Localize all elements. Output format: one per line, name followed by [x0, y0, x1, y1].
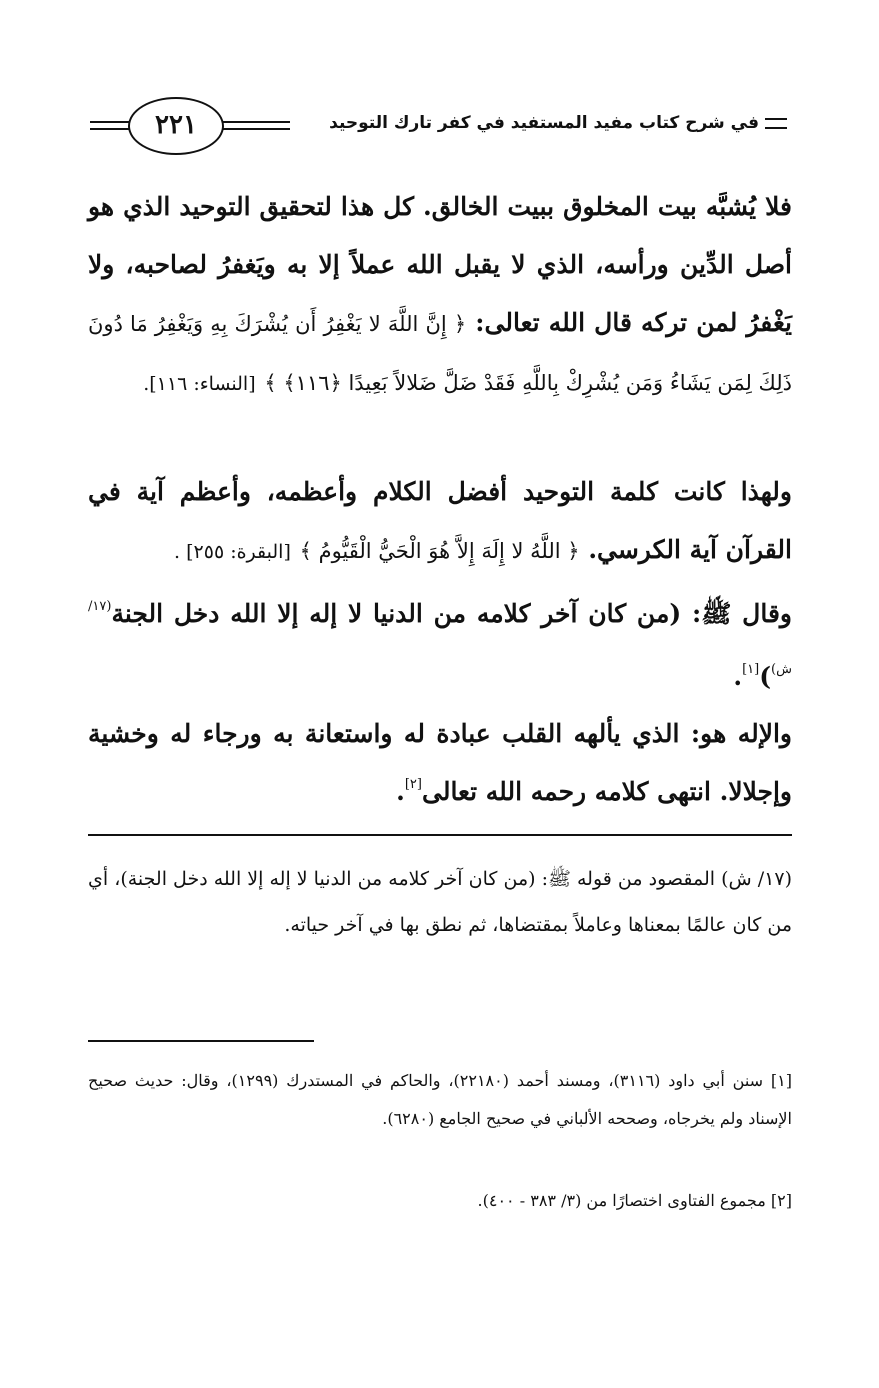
paragraph-2-text: ولهذا كانت كلمة التوحيد أفضل الكلام وأعظمه، وأعظم آية في القرآن آية الكرسي.: [88, 477, 792, 564]
running-header: [329, 112, 787, 134]
paragraph-3-close: ): [759, 662, 772, 691]
header-rule-left-2: [90, 128, 130, 130]
footnote-1: [١] سنن أبي داود (٣١١٦)، ومسند أحمد (٢٢١٨٠)، والحاكم في المستدرك (١٢٩٩)، وقال: حديث صحيح الإسناد ولم يخرجاه، وصححه الألباني في صحيح الجامع (٦٢٨٠).: [88, 1071, 792, 1128]
footnote-2: [٢] مجموع الفتاوى اختصارًا من (٣/ ٣٨٣ - ٤٠٠).: [477, 1191, 792, 1210]
quran-verse-nisa: ﴿ إِنَّ اللَّهَ لا يَغْفِرُ أَن يُشْرَكَ بِهِ وَيَغْفِرُ مَا دُونَ ذَلِكَ لِمَن يَشَاءُ وَمَن يُشْرِكْ بِاللَّهِ فَقَدْ ضَلَّ ضَلالاً بَعِيدًا ﴿١١٦﴾ ﴾: [88, 312, 792, 395]
paragraph-1-text: فلا يُشبَّه بيت المخلوق ببيت الخالق. كل هذا لتحقيق التوحيد الذي هو أصل الدِّين ورأسه، الذي لا يقبل الله عملاً إلا به ويَغفرُ لصاحبه، ولا يَغْفرُ لمن تركه قال الله تعالى:: [88, 192, 792, 337]
verse-reference-nisa: [النساء: ١١٦].: [143, 373, 256, 395]
paragraph-3-text: وقال ﷺ: (من كان آخر كلامه من الدنيا لا إله إلا الله دخل الجنة: [111, 599, 792, 628]
paragraph-4-text: والإله هو: الذي يألهه القلب عبادة له واستعانة به ورجاء له وخشية وإجلالا. انتهى كلامه رحمه الله تعالى: [88, 719, 792, 806]
footnote-marker-2: [٢]: [404, 777, 422, 792]
header-rule-right: [222, 121, 290, 123]
header-dash: [765, 118, 787, 129]
header-rule-left: [90, 121, 130, 123]
page-number: ٢٢١: [128, 97, 224, 155]
header-rule-right-2: [222, 128, 290, 130]
book-title: في شرح كتاب مفيد المستفيد في كفر تارك التوحيد: [329, 113, 759, 133]
verse-reference-baqara: [البقرة: ٢٥٥] .: [174, 541, 291, 563]
commentary-note: (١٧/ ش) المقصود من قوله ﷺ: (من كان آخر كلامه من الدنيا لا إله إلا الله دخل الجنة)، أي من كان عالمًا بمعناها وعاملاً بمقتضاها، ثم نطق بها في آخر حياته.: [88, 868, 792, 936]
paragraph-3-tail: .: [733, 662, 743, 691]
quran-verse-baqara: ﴿ اللَّهُ لا إِلَهَ إِلاَّ هُوَ الْحَيُّ الْقَيُّومُ ﴾: [299, 539, 580, 563]
separator-rule: [88, 834, 792, 836]
paragraph-1: [88, 178, 792, 413]
commentary-marker: (١٧/ ش): [88, 599, 792, 677]
paragraph-4: [88, 705, 792, 826]
paragraph-2: [88, 463, 792, 581]
paragraph-4-tail: .: [396, 777, 405, 806]
paragraph-3: [88, 585, 792, 711]
footnote-separator: [88, 1040, 314, 1042]
footnote-marker-1: [١]: [742, 662, 760, 677]
